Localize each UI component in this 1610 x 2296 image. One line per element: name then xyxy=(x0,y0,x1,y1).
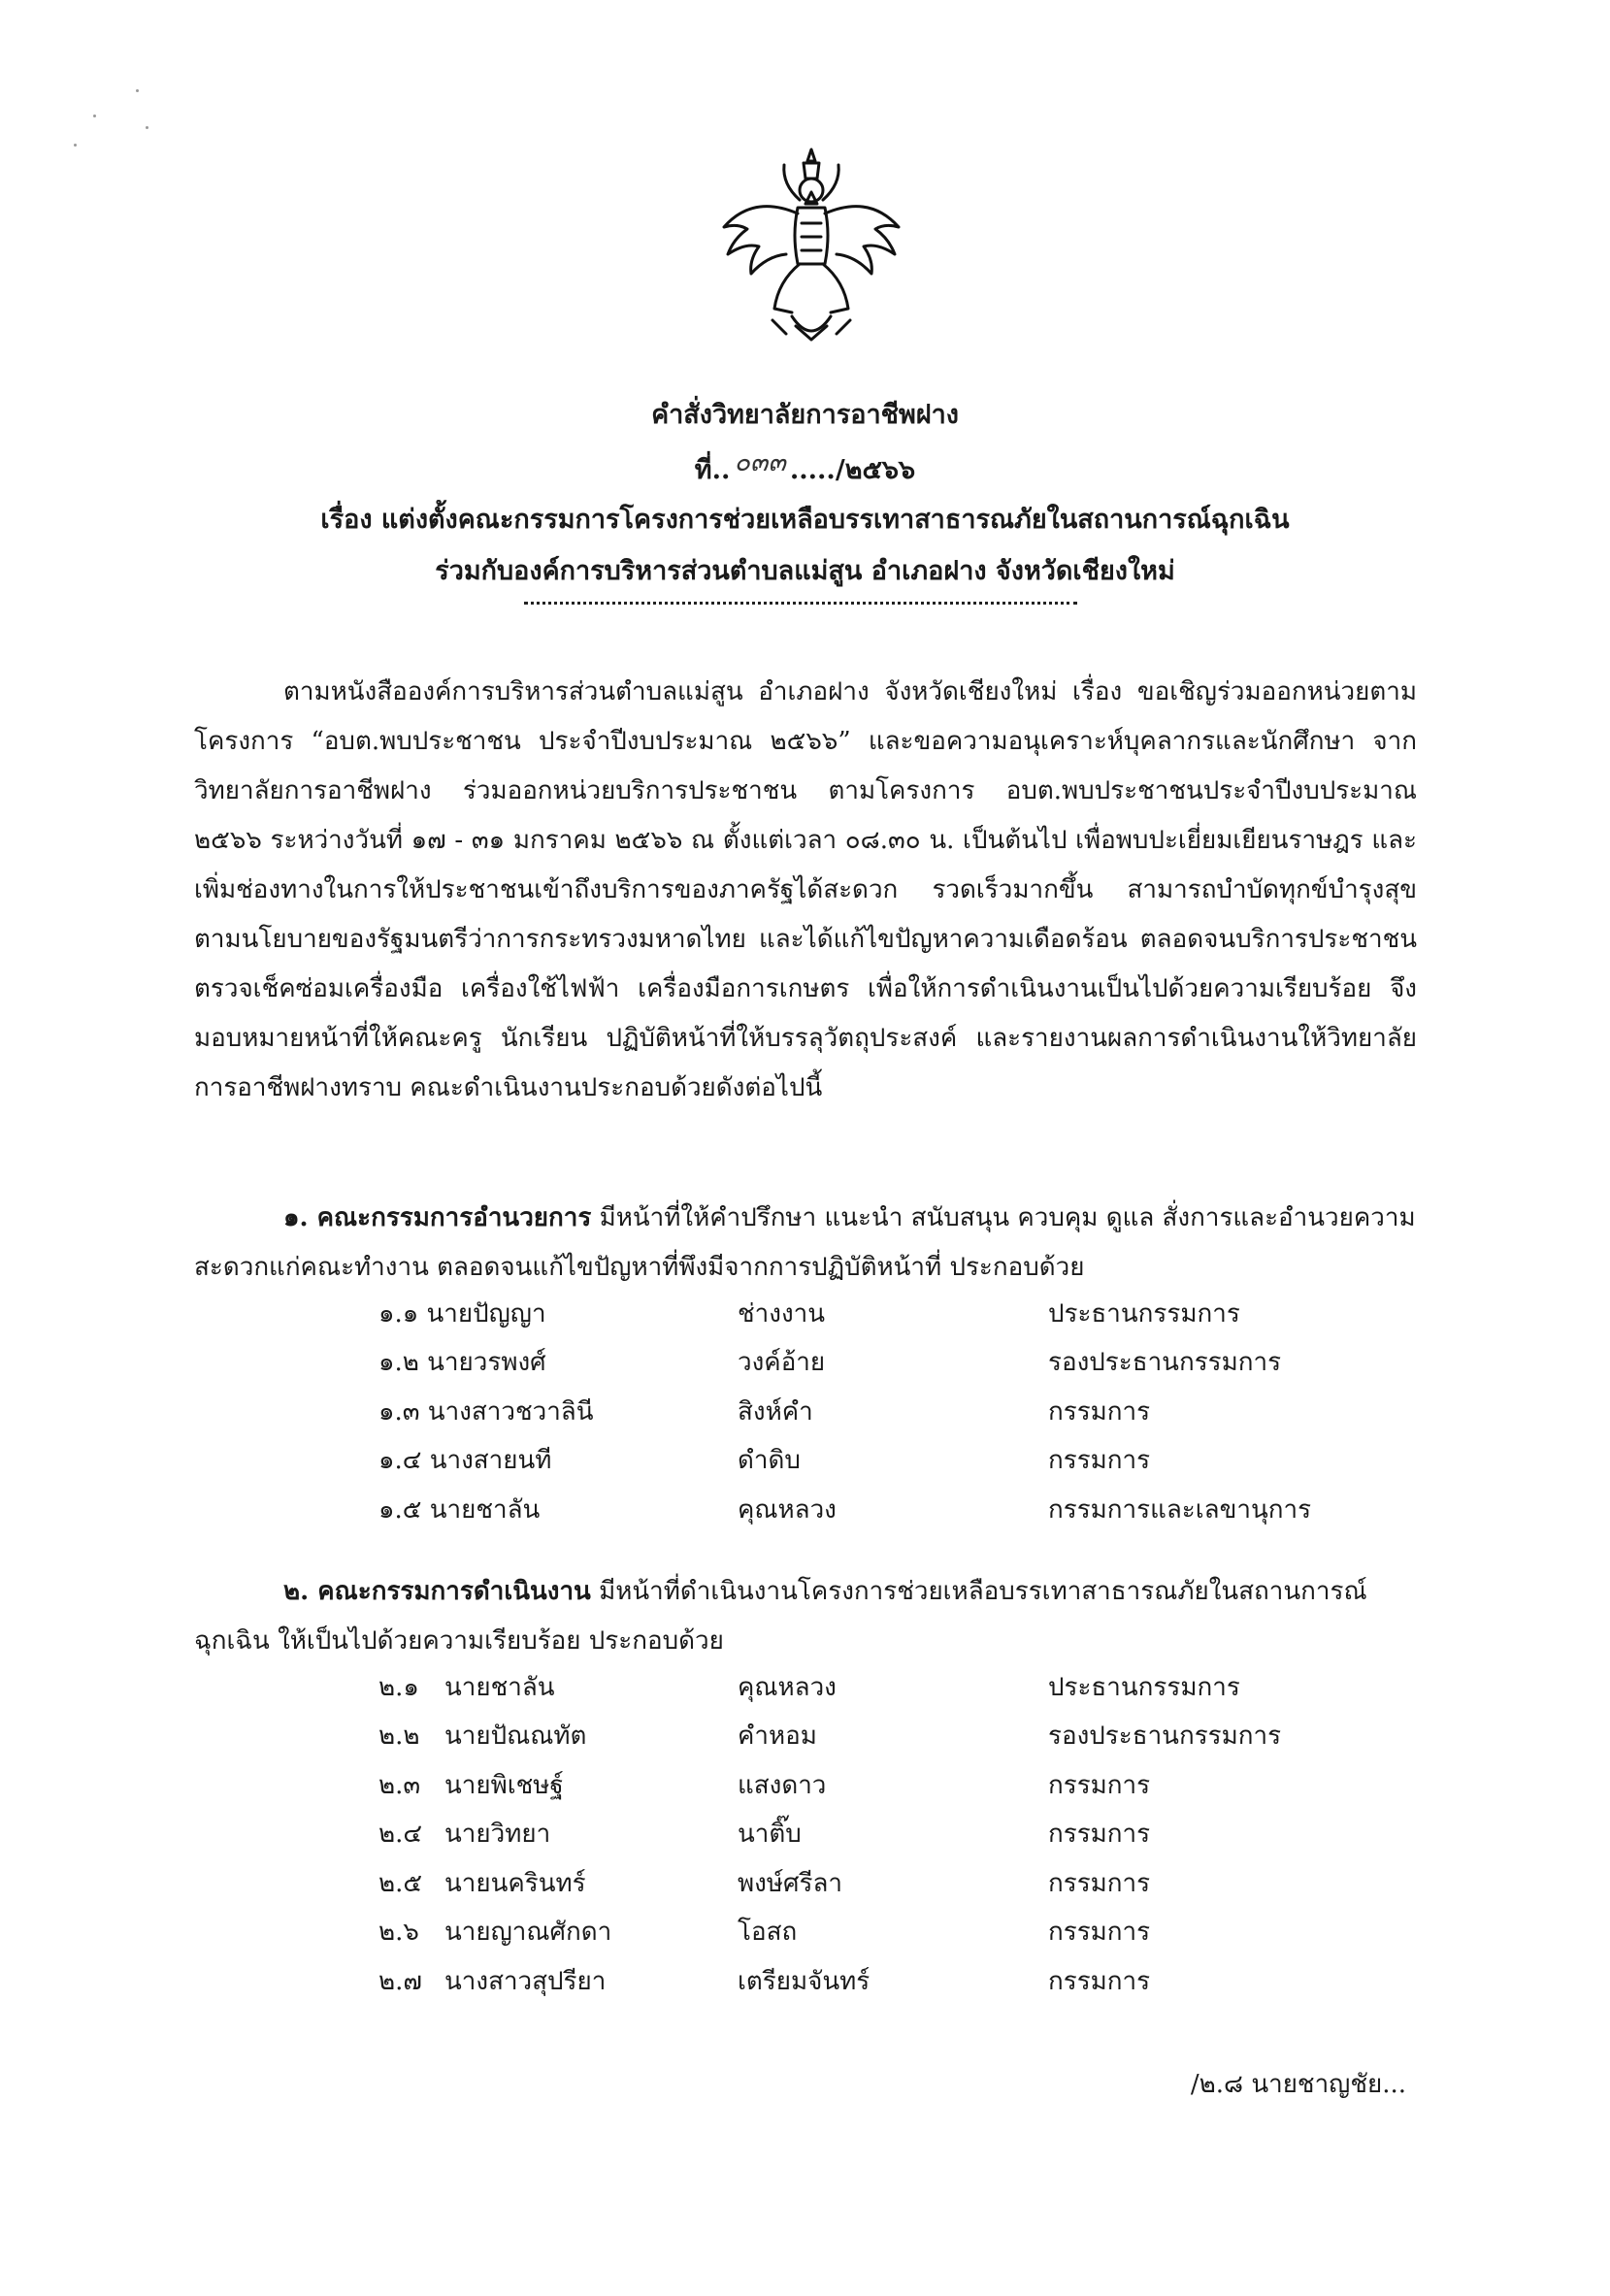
member-row xyxy=(378,1858,1436,1908)
member-row xyxy=(378,1760,1436,1810)
section-1-title: ๑. คณะกรรมการอำนวยการ xyxy=(283,1203,592,1232)
scan-speck xyxy=(146,126,148,129)
member-number: ๒.๓ xyxy=(378,1770,421,1800)
member-first-name: นายปัณณทัต xyxy=(444,1722,587,1752)
member-last-name: ดำดิบ xyxy=(738,1446,801,1476)
scan-speck xyxy=(93,115,96,117)
order-title: คำสั่งวิทยาลัยการอาชีพฝาง xyxy=(651,400,959,430)
section-1-heading xyxy=(194,1194,1417,1293)
member-last-name: ช่างงาน xyxy=(738,1298,826,1328)
member-last-name: คำหอม xyxy=(738,1722,817,1752)
order-number-prefix: ที่ xyxy=(694,455,712,485)
order-number-handwritten: ๐๓๓ xyxy=(734,447,786,477)
section-2-heading xyxy=(194,1567,1417,1666)
continued-reference: /๒.๘ นายชาญชัย... xyxy=(1190,2070,1406,2099)
member-number: ๒.๒ xyxy=(378,1722,420,1752)
member-row xyxy=(378,1338,1436,1388)
member-role: กรรมการ xyxy=(1048,1918,1151,1948)
member-first-name: ๑.๑ นายปัญญา xyxy=(378,1298,546,1328)
member-number: ๒.๔ xyxy=(378,1820,423,1850)
member-first-name: ๑.๓ นางสาวชวาลินี xyxy=(378,1396,594,1427)
member-first-name: นางสาวสุปรียา xyxy=(444,1966,607,1996)
member-last-name: โอสถ xyxy=(738,1918,798,1948)
member-number: ๒.๗ xyxy=(378,1966,422,1996)
member-last-name: พงษ์ศรีลา xyxy=(738,1868,842,1898)
member-role: กรรมการ xyxy=(1048,1770,1151,1800)
member-first-name: นายญาณศักดา xyxy=(444,1918,612,1948)
member-role: กรรมการ xyxy=(1048,1868,1151,1898)
member-role: กรรมการ xyxy=(1048,1396,1151,1427)
member-last-name: คุณหลวง xyxy=(738,1494,837,1525)
member-role: ประธานกรรมการ xyxy=(1048,1298,1240,1328)
intro-paragraph xyxy=(194,668,1417,1113)
section-2-title: ๒. คณะกรรมการดำเนินงาน xyxy=(283,1577,591,1606)
member-first-name: ๑.๕ นายชาลัน xyxy=(378,1494,541,1525)
section-1-description: มีหน้าที่ให้คำปรึกษา แนะนำ สนับสนุน ควบคุม ดูแล สั่งการและอำนวยความสะดวกแก่คณะทำงาน ตลอดจนแก้ไขปัญหาที่พึงมีจากการปฏิบัติหน้าที่ ประกอบด้วย xyxy=(194,1203,1416,1282)
member-last-name: แสงดาว xyxy=(738,1770,827,1800)
member-row xyxy=(378,1436,1436,1486)
scan-speck xyxy=(136,89,139,92)
subject-line-2: ร่วมกับองค์การบริหารส่วนตำบลแม่สูน อำเภอฝาง จังหวัดเชียงใหม่ xyxy=(435,556,1175,586)
member-row xyxy=(378,1712,1436,1761)
member-role: รองประธานกรรมการ xyxy=(1048,1348,1282,1378)
member-number: ๒.๖ xyxy=(378,1918,419,1948)
member-last-name: คุณหลวง xyxy=(738,1672,837,1702)
member-role: กรรมการ xyxy=(1048,1966,1151,1996)
member-role: ประธานกรรมการ xyxy=(1048,1672,1240,1702)
section-1-members xyxy=(378,1289,1436,1534)
member-last-name: เตรียมจันทร์ xyxy=(738,1966,871,1996)
section-2-description: มีหน้าที่ดำเนินงานโครงการช่วยเหลือบรรเทาสาธารณภัยในสถานการณ์ฉุกเฉิน ให้เป็นไปด้วยความเรียบร้อย ประกอบด้วย xyxy=(194,1577,1367,1656)
member-role: กรรมการ xyxy=(1048,1446,1151,1476)
member-row xyxy=(378,1387,1436,1436)
member-first-name: นายชาลัน xyxy=(444,1672,555,1702)
garuda-emblem xyxy=(714,146,908,349)
member-first-name: นายพิเชษฐ์ xyxy=(444,1770,564,1800)
member-number: ๒.๑ xyxy=(378,1672,419,1702)
member-last-name: นาติ๊บ xyxy=(738,1820,802,1850)
section-2-members xyxy=(378,1662,1436,2006)
order-number-suffix: /๒๕๖๖ xyxy=(835,455,916,485)
member-first-name: ๑.๔ นางสายนที xyxy=(378,1446,552,1476)
member-row xyxy=(378,1810,1436,1859)
subject-line-1: เรื่อง แต่งตั้งคณะกรรมการโครงการช่วยเหลือบรรเทาสาธารณภัยในสถานการณ์ฉุกเฉิน xyxy=(320,505,1290,535)
member-number: ๒.๕ xyxy=(378,1868,423,1898)
member-role: กรรมการ xyxy=(1048,1820,1151,1850)
dotted-separator xyxy=(524,602,1077,605)
scan-speck xyxy=(74,144,77,147)
member-first-name: ๑.๒ นายวรพงศ์ xyxy=(378,1348,546,1378)
member-role: กรรมการและเลขานุการ xyxy=(1048,1494,1312,1525)
member-last-name: สิงห์คำ xyxy=(738,1396,813,1427)
member-row xyxy=(378,1956,1436,2006)
member-first-name: นายวิทยา xyxy=(444,1820,551,1850)
member-role: รองประธานกรรมการ xyxy=(1048,1722,1282,1752)
member-row xyxy=(378,1485,1436,1534)
intro-text: ตามหนังสือองค์การบริหารส่วนตำบลแม่สูน อำเภอฝาง จังหวัดเชียงใหม่ เรื่อง ขอเชิญร่วมออกหน่วยตามโครงการ “อบต.พบประชาชน ประจำปีงบประมาณ ๒๕๖๖” และขอความอนุเคราะห์บุคลากรและนักศึกษา จากวิทยาลัยการอาชีพฝาง ร่วมออกหน่วยบริการประชาชน ตามโครงการ อบต.พบประชาชนประจำปีงบประมาณ ๒๕๖๖ ระหว่างวันที่ ๑๗ - ๓๑ มกราคม ๒๕๖๖ ณ ตั้งแต่เวลา ๐๘.๓๐ น. เป็นต้นไป เพื่อพบปะเยี่ยมเยียนราษฎร และเพิ่มช่องทางในการให้ประชาชนเข้าถึงบริการของภาครัฐได้สะดวก รวดเร็วมากขึ้น สามารถบำบัดทุกข์บำรุงสุข ตามนโยบายของรัฐมนตรีว่าการกระทรวงมหาดไทย และได้แก้ไขปัญหาความเดือดร้อน ตลอดจนบริการประชาชน ตรวจเช็คซ่อมเครื่องมือ เครื่องใช้ไฟฟ้า เครื่องมือการเกษตร เพื่อให้การดำเนินงานเป็นไปด้วยความเรียบร้อย จึงมอบหมายหน้าที่ให้คณะครู นักเรียน ปฏิบัติหน้าที่ให้บรรลุวัตถุประสงค์ และรายงานผลการดำเนินงานให้วิทยาลัยการอาชีพฝางทราบ คณะดำเนินงานประกอบด้วยดังต่อไปนี้ xyxy=(194,677,1417,1102)
member-row xyxy=(378,1662,1436,1712)
member-row xyxy=(378,1908,1436,1957)
member-row xyxy=(378,1289,1436,1338)
order-number: ที่.. ๐๓๓ ...../๒๕๖๖ xyxy=(0,448,1610,490)
member-first-name: นายนครินทร์ xyxy=(444,1868,586,1898)
member-last-name: วงค์อ้าย xyxy=(738,1348,826,1378)
